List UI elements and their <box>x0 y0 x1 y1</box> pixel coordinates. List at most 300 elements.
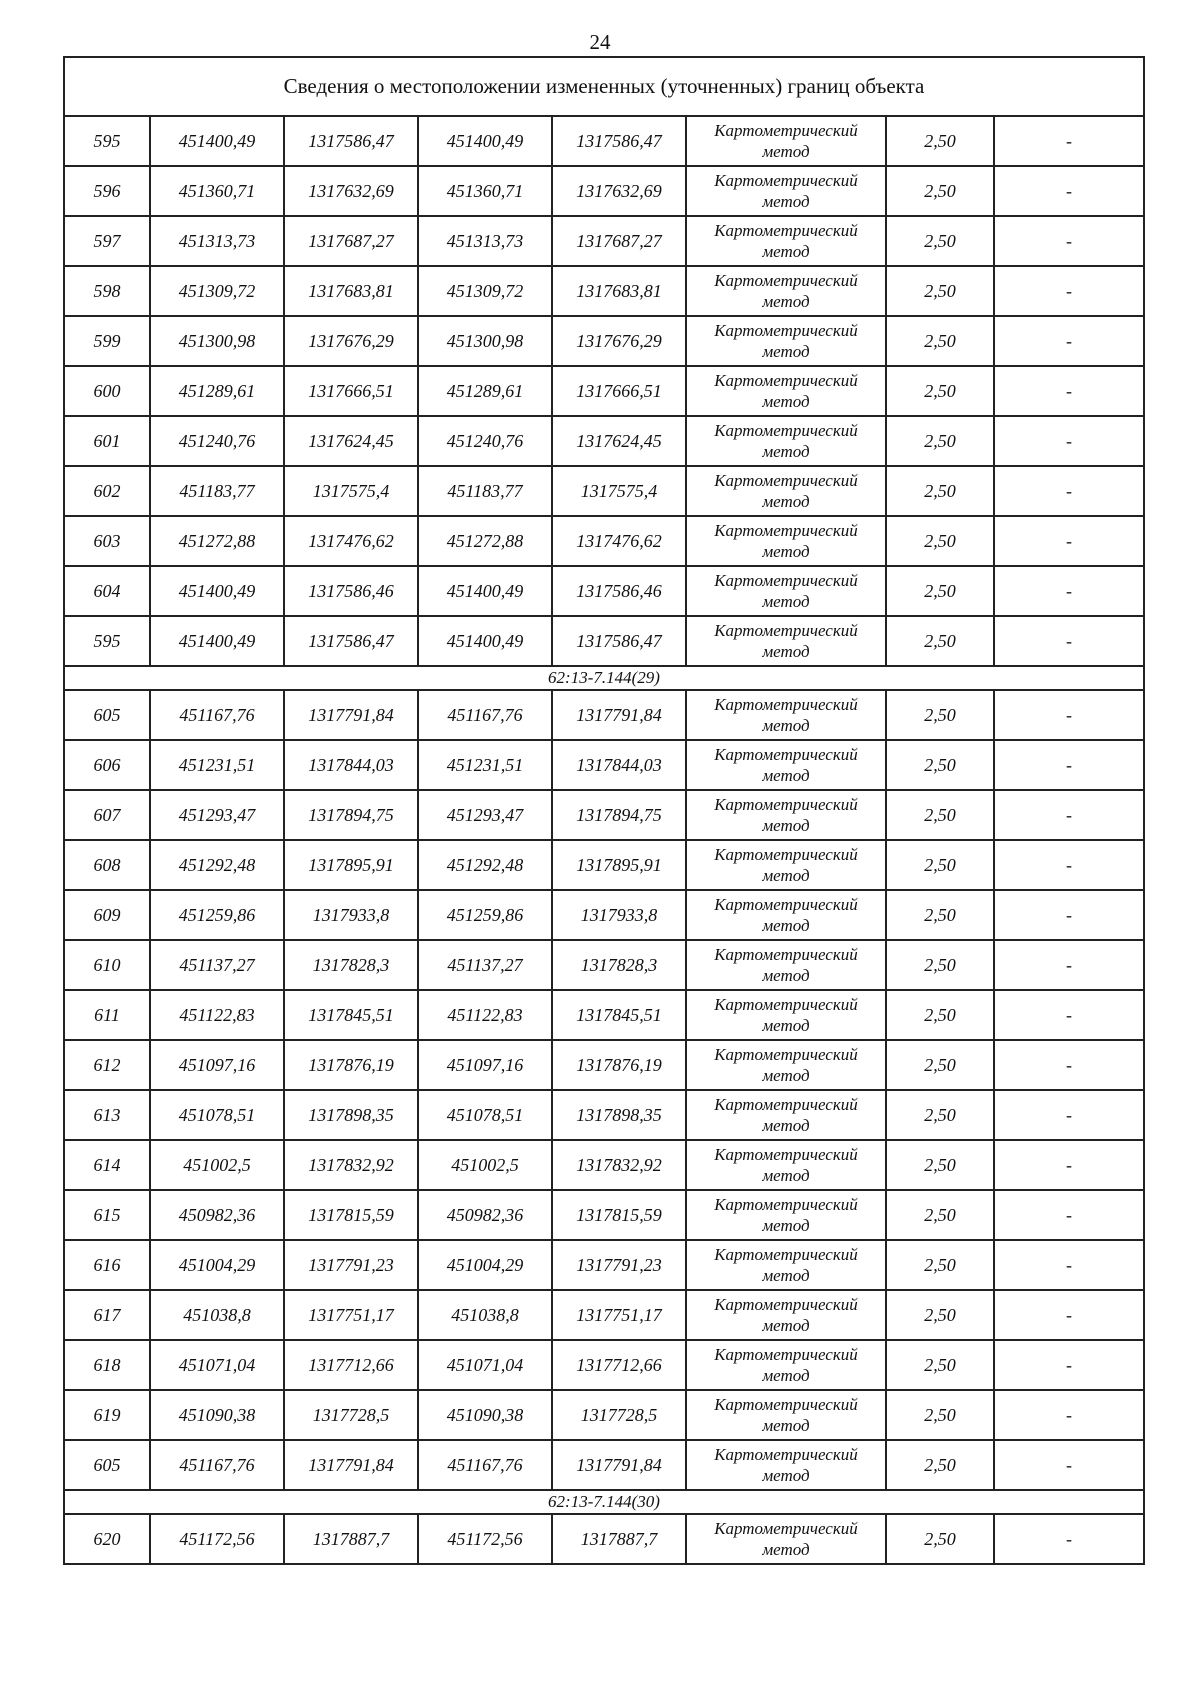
table-row <box>64 416 1144 466</box>
x-existing-cell: 451309,72 <box>150 266 284 316</box>
method-line-2: метод <box>762 1366 810 1385</box>
point-number-cell: 612 <box>64 1040 150 1090</box>
method-cell <box>686 1340 886 1390</box>
y-refined-cell: 1317876,19 <box>552 1040 686 1090</box>
x-refined-cell: 451167,76 <box>418 1440 552 1490</box>
accuracy-cell: 2,50 <box>886 840 994 890</box>
x-existing-cell: 451400,49 <box>150 616 284 666</box>
method-line-2: метод <box>762 292 810 311</box>
y-refined-cell: 1317586,47 <box>552 116 686 166</box>
method-line-1: Картометрический <box>714 745 858 764</box>
x-existing-cell: 451183,77 <box>150 466 284 516</box>
note-cell: - <box>994 366 1144 416</box>
table-row <box>64 466 1144 516</box>
method-cell <box>686 1140 886 1190</box>
accuracy-cell: 2,50 <box>886 740 994 790</box>
note-cell: - <box>994 216 1144 266</box>
table-row <box>64 516 1144 566</box>
accuracy-cell: 2,50 <box>886 1240 994 1290</box>
accuracy-cell: 2,50 <box>886 940 994 990</box>
accuracy-cell: 2,50 <box>886 216 994 266</box>
accuracy-cell: 2,50 <box>886 116 994 166</box>
note-cell: - <box>994 890 1144 940</box>
point-number-cell: 598 <box>64 266 150 316</box>
table-row <box>64 1390 1144 1440</box>
method-line-1: Картометрический <box>714 1145 858 1164</box>
point-number-cell: 601 <box>64 416 150 466</box>
x-existing-cell: 451167,76 <box>150 690 284 740</box>
method-cell <box>686 1440 886 1490</box>
accuracy-cell: 2,50 <box>886 366 994 416</box>
table-row <box>64 840 1144 890</box>
point-number-cell: 599 <box>64 316 150 366</box>
table-row <box>64 366 1144 416</box>
note-cell: - <box>994 940 1144 990</box>
x-existing-cell: 451004,29 <box>150 1240 284 1290</box>
point-number-cell: 619 <box>64 1390 150 1440</box>
note-cell: - <box>994 1240 1144 1290</box>
y-existing-cell: 1317712,66 <box>284 1340 418 1390</box>
table-row <box>64 940 1144 990</box>
method-line-1: Картометрический <box>714 845 858 864</box>
y-existing-cell: 1317844,03 <box>284 740 418 790</box>
y-existing-cell: 1317876,19 <box>284 1040 418 1090</box>
y-refined-cell: 1317624,45 <box>552 416 686 466</box>
y-existing-cell: 1317845,51 <box>284 990 418 1040</box>
method-line-1: Картометрический <box>714 121 858 140</box>
point-number-cell: 613 <box>64 1090 150 1140</box>
method-cell <box>686 890 886 940</box>
x-refined-cell: 451400,49 <box>418 616 552 666</box>
method-line-2: метод <box>762 916 810 935</box>
method-line-1: Картометрический <box>714 621 858 640</box>
y-refined-cell: 1317575,4 <box>552 466 686 516</box>
method-line-1: Картометрический <box>714 795 858 814</box>
table-row <box>64 616 1144 666</box>
method-line-1: Картометрический <box>714 895 858 914</box>
x-existing-cell: 451292,48 <box>150 840 284 890</box>
method-cell <box>686 216 886 266</box>
method-cell <box>686 616 886 666</box>
point-number-cell: 618 <box>64 1340 150 1390</box>
section-label: 62:13-7.144(29) <box>64 666 1144 690</box>
y-existing-cell: 1317624,45 <box>284 416 418 466</box>
method-line-2: метод <box>762 392 810 411</box>
x-existing-cell: 451078,51 <box>150 1090 284 1140</box>
x-existing-cell: 451289,61 <box>150 366 284 416</box>
accuracy-cell: 2,50 <box>886 1514 994 1564</box>
table-row <box>64 166 1144 216</box>
note-cell: - <box>994 616 1144 666</box>
method-line-2: метод <box>762 1216 810 1235</box>
point-number-cell: 606 <box>64 740 150 790</box>
method-cell <box>686 940 886 990</box>
y-existing-cell: 1317828,3 <box>284 940 418 990</box>
y-refined-cell: 1317933,8 <box>552 890 686 940</box>
note-cell: - <box>994 516 1144 566</box>
x-existing-cell: 451293,47 <box>150 790 284 840</box>
method-cell <box>686 266 886 316</box>
x-refined-cell: 451090,38 <box>418 1390 552 1440</box>
x-refined-cell: 451071,04 <box>418 1340 552 1390</box>
x-existing-cell: 451259,86 <box>150 890 284 940</box>
method-cell <box>686 366 886 416</box>
y-refined-cell: 1317791,84 <box>552 1440 686 1490</box>
x-refined-cell: 451400,49 <box>418 566 552 616</box>
x-existing-cell: 450982,36 <box>150 1190 284 1240</box>
y-existing-cell: 1317895,91 <box>284 840 418 890</box>
method-cell <box>686 166 886 216</box>
y-refined-cell: 1317832,92 <box>552 1140 686 1190</box>
method-line-1: Картометрический <box>714 1245 858 1264</box>
y-refined-cell: 1317815,59 <box>552 1190 686 1240</box>
y-refined-cell: 1317791,84 <box>552 690 686 740</box>
y-refined-cell: 1317586,47 <box>552 616 686 666</box>
method-line-2: метод <box>762 592 810 611</box>
note-cell: - <box>994 1290 1144 1340</box>
method-line-1: Картометрический <box>714 1095 858 1114</box>
point-number-cell: 616 <box>64 1240 150 1290</box>
section-header-row <box>64 666 1144 690</box>
note-cell: - <box>994 1340 1144 1390</box>
method-line-1: Картометрический <box>714 321 858 340</box>
note-cell: - <box>994 566 1144 616</box>
accuracy-cell: 2,50 <box>886 790 994 840</box>
method-line-2: метод <box>762 1166 810 1185</box>
note-cell: - <box>994 166 1144 216</box>
point-number-cell: 605 <box>64 690 150 740</box>
method-cell <box>686 740 886 790</box>
method-line-1: Картометрический <box>714 471 858 490</box>
table-row <box>64 1290 1144 1340</box>
note-cell: - <box>994 790 1144 840</box>
accuracy-cell: 2,50 <box>886 1040 994 1090</box>
note-cell: - <box>994 1090 1144 1140</box>
y-refined-cell: 1317666,51 <box>552 366 686 416</box>
accuracy-cell: 2,50 <box>886 990 994 1040</box>
accuracy-cell: 2,50 <box>886 466 994 516</box>
note-cell: - <box>994 1514 1144 1564</box>
table-row <box>64 740 1144 790</box>
method-line-2: метод <box>762 542 810 561</box>
x-refined-cell: 451400,49 <box>418 116 552 166</box>
y-existing-cell: 1317687,27 <box>284 216 418 266</box>
x-refined-cell: 451272,88 <box>418 516 552 566</box>
x-refined-cell: 451289,61 <box>418 366 552 416</box>
method-cell <box>686 840 886 890</box>
x-existing-cell: 451240,76 <box>150 416 284 466</box>
y-refined-cell: 1317586,46 <box>552 566 686 616</box>
x-refined-cell: 451360,71 <box>418 166 552 216</box>
x-existing-cell: 451231,51 <box>150 740 284 790</box>
method-line-2: метод <box>762 816 810 835</box>
method-cell <box>686 1290 886 1340</box>
y-existing-cell: 1317751,17 <box>284 1290 418 1340</box>
y-existing-cell: 1317632,69 <box>284 166 418 216</box>
y-existing-cell: 1317586,47 <box>284 616 418 666</box>
note-cell: - <box>994 840 1144 890</box>
x-refined-cell: 451293,47 <box>418 790 552 840</box>
x-refined-cell: 451240,76 <box>418 416 552 466</box>
accuracy-cell: 2,50 <box>886 1440 994 1490</box>
point-number-cell: 607 <box>64 790 150 840</box>
note-cell: - <box>994 416 1144 466</box>
method-line-1: Картометрический <box>714 521 858 540</box>
point-number-cell: 595 <box>64 116 150 166</box>
method-line-2: метод <box>762 1540 810 1559</box>
y-existing-cell: 1317791,84 <box>284 690 418 740</box>
note-cell: - <box>994 1390 1144 1440</box>
method-line-1: Картометрический <box>714 271 858 290</box>
y-refined-cell: 1317687,27 <box>552 216 686 266</box>
method-cell <box>686 990 886 1040</box>
accuracy-cell: 2,50 <box>886 516 994 566</box>
point-number-cell: 611 <box>64 990 150 1040</box>
point-number-cell: 615 <box>64 1190 150 1240</box>
method-line-1: Картометрический <box>714 421 858 440</box>
y-existing-cell: 1317898,35 <box>284 1090 418 1140</box>
note-cell: - <box>994 266 1144 316</box>
note-cell: - <box>994 1140 1144 1190</box>
method-line-2: метод <box>762 1116 810 1135</box>
table-row <box>64 1440 1144 1490</box>
x-refined-cell: 451300,98 <box>418 316 552 366</box>
accuracy-cell: 2,50 <box>886 1140 994 1190</box>
y-refined-cell: 1317894,75 <box>552 790 686 840</box>
y-refined-cell: 1317845,51 <box>552 990 686 1040</box>
x-refined-cell: 451313,73 <box>418 216 552 266</box>
method-line-1: Картометрический <box>714 1519 858 1538</box>
method-line-1: Картометрический <box>714 1445 858 1464</box>
method-cell <box>686 566 886 616</box>
y-refined-cell: 1317887,7 <box>552 1514 686 1564</box>
x-existing-cell: 451400,49 <box>150 566 284 616</box>
x-refined-cell: 451038,8 <box>418 1290 552 1340</box>
method-line-2: метод <box>762 242 810 261</box>
x-refined-cell: 451122,83 <box>418 990 552 1040</box>
accuracy-cell: 2,50 <box>886 1290 994 1340</box>
note-cell: - <box>994 1040 1144 1090</box>
x-existing-cell: 451122,83 <box>150 990 284 1040</box>
x-refined-cell: 451183,77 <box>418 466 552 516</box>
accuracy-cell: 2,50 <box>886 1190 994 1240</box>
note-cell: - <box>994 1440 1144 1490</box>
point-number-cell: 595 <box>64 616 150 666</box>
x-refined-cell: 451004,29 <box>418 1240 552 1290</box>
method-line-2: метод <box>762 866 810 885</box>
y-existing-cell: 1317683,81 <box>284 266 418 316</box>
section-label: 62:13-7.144(30) <box>64 1490 1144 1514</box>
y-refined-cell: 1317676,29 <box>552 316 686 366</box>
method-line-1: Картометрический <box>714 1395 858 1414</box>
x-refined-cell: 451002,5 <box>418 1140 552 1190</box>
x-refined-cell: 451231,51 <box>418 740 552 790</box>
y-existing-cell: 1317791,23 <box>284 1240 418 1290</box>
table-row <box>64 1240 1144 1290</box>
y-refined-cell: 1317898,35 <box>552 1090 686 1140</box>
y-refined-cell: 1317751,17 <box>552 1290 686 1340</box>
note-cell: - <box>994 740 1144 790</box>
method-line-1: Картометрический <box>714 1045 858 1064</box>
y-existing-cell: 1317933,8 <box>284 890 418 940</box>
method-cell <box>686 690 886 740</box>
method-line-2: метод <box>762 966 810 985</box>
x-existing-cell: 451137,27 <box>150 940 284 990</box>
y-existing-cell: 1317728,5 <box>284 1390 418 1440</box>
accuracy-cell: 2,50 <box>886 1090 994 1140</box>
point-number-cell: 620 <box>64 1514 150 1564</box>
x-refined-cell: 451292,48 <box>418 840 552 890</box>
note-cell: - <box>994 116 1144 166</box>
method-line-1: Картометрический <box>714 371 858 390</box>
table-row <box>64 116 1144 166</box>
point-number-cell: 600 <box>64 366 150 416</box>
method-line-1: Картометрический <box>714 695 858 714</box>
method-cell <box>686 1390 886 1440</box>
x-refined-cell: 451167,76 <box>418 690 552 740</box>
method-line-1: Картометрический <box>714 221 858 240</box>
y-existing-cell: 1317791,84 <box>284 1440 418 1490</box>
x-refined-cell: 451309,72 <box>418 266 552 316</box>
method-cell <box>686 516 886 566</box>
accuracy-cell: 2,50 <box>886 1390 994 1440</box>
y-existing-cell: 1317676,29 <box>284 316 418 366</box>
point-number-cell: 605 <box>64 1440 150 1490</box>
x-existing-cell: 451272,88 <box>150 516 284 566</box>
table-row <box>64 266 1144 316</box>
method-line-1: Картометрический <box>714 171 858 190</box>
table-row <box>64 566 1144 616</box>
method-line-1: Картометрический <box>714 1295 858 1314</box>
table-row <box>64 1514 1144 1564</box>
x-existing-cell: 451002,5 <box>150 1140 284 1190</box>
method-cell <box>686 1240 886 1290</box>
method-line-2: метод <box>762 1416 810 1435</box>
method-line-2: метод <box>762 1066 810 1085</box>
accuracy-cell: 2,50 <box>886 566 994 616</box>
table-row <box>64 1140 1144 1190</box>
point-number-cell: 608 <box>64 840 150 890</box>
x-existing-cell: 451090,38 <box>150 1390 284 1440</box>
table-title: Сведения о местоположении измененных (уточненных) границ объекта <box>64 57 1144 116</box>
method-line-2: метод <box>762 442 810 461</box>
table-row <box>64 790 1144 840</box>
point-number-cell: 602 <box>64 466 150 516</box>
x-refined-cell: 450982,36 <box>418 1190 552 1240</box>
y-refined-cell: 1317895,91 <box>552 840 686 890</box>
method-cell <box>686 466 886 516</box>
y-existing-cell: 1317832,92 <box>284 1140 418 1190</box>
method-cell <box>686 116 886 166</box>
method-line-1: Картометрический <box>714 945 858 964</box>
method-line-2: метод <box>762 766 810 785</box>
accuracy-cell: 2,50 <box>886 266 994 316</box>
x-existing-cell: 451071,04 <box>150 1340 284 1390</box>
point-number-cell: 614 <box>64 1140 150 1190</box>
method-line-2: метод <box>762 716 810 735</box>
point-number-cell: 597 <box>64 216 150 266</box>
method-line-1: Картометрический <box>714 995 858 1014</box>
x-existing-cell: 451097,16 <box>150 1040 284 1090</box>
table-row <box>64 890 1144 940</box>
note-cell: - <box>994 466 1144 516</box>
x-refined-cell: 451259,86 <box>418 890 552 940</box>
point-number-cell: 604 <box>64 566 150 616</box>
y-refined-cell: 1317828,3 <box>552 940 686 990</box>
boundary-coordinates-table <box>63 56 1145 1565</box>
y-existing-cell: 1317586,47 <box>284 116 418 166</box>
accuracy-cell: 2,50 <box>886 416 994 466</box>
method-line-1: Картометрический <box>714 1195 858 1214</box>
x-existing-cell: 451172,56 <box>150 1514 284 1564</box>
method-cell <box>686 1514 886 1564</box>
x-existing-cell: 451400,49 <box>150 116 284 166</box>
accuracy-cell: 2,50 <box>886 616 994 666</box>
x-existing-cell: 451167,76 <box>150 1440 284 1490</box>
table-row <box>64 216 1144 266</box>
method-line-1: Картометрический <box>714 571 858 590</box>
method-cell <box>686 1190 886 1240</box>
y-existing-cell: 1317887,7 <box>284 1514 418 1564</box>
x-refined-cell: 451137,27 <box>418 940 552 990</box>
point-number-cell: 596 <box>64 166 150 216</box>
table-row <box>64 316 1144 366</box>
method-line-2: метод <box>762 642 810 661</box>
note-cell: - <box>994 690 1144 740</box>
method-line-2: метод <box>762 492 810 511</box>
x-refined-cell: 451097,16 <box>418 1040 552 1090</box>
table-row <box>64 990 1144 1040</box>
y-existing-cell: 1317666,51 <box>284 366 418 416</box>
accuracy-cell: 2,50 <box>886 890 994 940</box>
point-number-cell: 610 <box>64 940 150 990</box>
table-row <box>64 1040 1144 1090</box>
note-cell: - <box>994 1190 1144 1240</box>
method-line-1: Картометрический <box>714 1345 858 1364</box>
page-number: 24 <box>589 30 611 54</box>
y-refined-cell: 1317683,81 <box>552 266 686 316</box>
x-existing-cell: 451313,73 <box>150 216 284 266</box>
x-refined-cell: 451078,51 <box>418 1090 552 1140</box>
y-refined-cell: 1317728,5 <box>552 1390 686 1440</box>
y-refined-cell: 1317476,62 <box>552 516 686 566</box>
x-existing-cell: 451300,98 <box>150 316 284 366</box>
table-row <box>64 1340 1144 1390</box>
y-refined-cell: 1317632,69 <box>552 166 686 216</box>
section-header-row <box>64 1490 1144 1514</box>
table-row <box>64 1090 1144 1140</box>
y-refined-cell: 1317791,23 <box>552 1240 686 1290</box>
y-existing-cell: 1317586,46 <box>284 566 418 616</box>
method-line-2: метод <box>762 1266 810 1285</box>
table-row <box>64 690 1144 740</box>
x-existing-cell: 451360,71 <box>150 166 284 216</box>
table-row <box>64 1190 1144 1240</box>
accuracy-cell: 2,50 <box>886 1340 994 1390</box>
method-line-2: метод <box>762 342 810 361</box>
method-cell <box>686 416 886 466</box>
method-line-2: метод <box>762 1316 810 1335</box>
x-refined-cell: 451172,56 <box>418 1514 552 1564</box>
method-cell <box>686 790 886 840</box>
method-line-2: метод <box>762 192 810 211</box>
y-existing-cell: 1317815,59 <box>284 1190 418 1240</box>
note-cell: - <box>994 316 1144 366</box>
note-cell: - <box>994 990 1144 1040</box>
y-refined-cell: 1317844,03 <box>552 740 686 790</box>
accuracy-cell: 2,50 <box>886 690 994 740</box>
y-refined-cell: 1317712,66 <box>552 1340 686 1390</box>
